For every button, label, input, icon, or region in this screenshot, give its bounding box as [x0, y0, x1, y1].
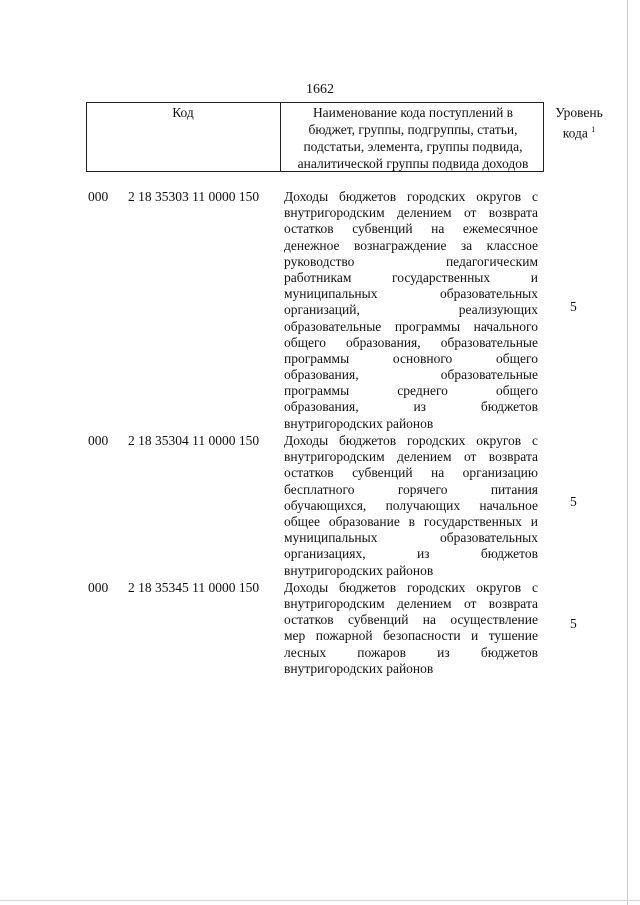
- header-level-label: Уровень: [555, 105, 603, 120]
- description-line: общего образования, образовательные: [284, 334, 538, 350]
- description-line: внутригородских районов: [284, 562, 434, 578]
- income-description: [284, 580, 538, 677]
- description-line: бесплатного горячего питания: [284, 481, 538, 497]
- admin-code: 000: [88, 189, 109, 204]
- income-description: [284, 433, 538, 579]
- description-line: внутригородским делением от возврата: [284, 595, 538, 611]
- income-description: [284, 189, 538, 432]
- description-line: Доходы бюджетов городских округов с: [284, 189, 538, 204]
- admin-code: 000: [88, 433, 109, 448]
- description-line: внутригородским делением от возврата: [284, 449, 538, 465]
- header-name-line: аналитической группы подвида доходов: [297, 156, 529, 171]
- description-line: образовательные программы начального: [284, 318, 538, 334]
- header-divider: [280, 102, 281, 172]
- header-name-line: подстатьи, элемента, группы подвида,: [303, 139, 523, 154]
- description-line: внутригородских районов: [284, 660, 434, 676]
- page-edge-bottom: [0, 900, 640, 901]
- description-line: внутригородских районов: [284, 415, 434, 431]
- income-code: 2 18 35304 11 0000 150: [128, 433, 260, 448]
- header-top-border: [86, 102, 544, 103]
- income-code: 2 18 35345 11 0000 150: [128, 579, 260, 595]
- level-value: 5: [570, 298, 577, 314]
- admin-code: 000: [88, 579, 109, 595]
- description-line: общее образование в государственных и: [284, 513, 538, 529]
- level-value: 5: [570, 616, 577, 632]
- description-line: остатков субвенций на осуществление: [284, 612, 538, 628]
- footnote-mark: 1: [591, 125, 596, 134]
- description-line: образования, из бюджетов: [284, 399, 538, 415]
- description-line: работникам государственных и: [284, 269, 538, 285]
- description-line: обучающихся, получающих начальное: [284, 497, 538, 513]
- description-line: остатков субвенций на ежемесячное: [284, 221, 538, 237]
- table-header: [86, 102, 603, 172]
- description-line: Доходы бюджетов городских округов с: [284, 579, 538, 595]
- description-line: программы среднего общего: [284, 383, 538, 399]
- description-line: образования, образовательные: [284, 367, 538, 383]
- description-line: муниципальных образовательных: [284, 530, 538, 546]
- description-line: мер пожарной безопасности и тушение: [284, 628, 538, 644]
- header-level: [544, 104, 614, 142]
- level-value: 5: [570, 493, 577, 509]
- income-code: 2 18 35303 11 0000 150: [128, 189, 260, 204]
- description-line: остатков субвенций на организацию: [284, 465, 538, 481]
- description-line: денежное вознаграждение за классное: [284, 237, 538, 253]
- description-line: программы основного общего: [284, 350, 538, 366]
- header-name-line: бюджет, группы, подгруппы, статьи,: [308, 122, 518, 137]
- description-line: внутригородским делением от возврата: [284, 205, 538, 221]
- page-edge: [627, 0, 628, 905]
- description-line: лесных пожаров из бюджетов: [284, 644, 538, 660]
- header-name: [282, 104, 544, 172]
- description-line: муниципальных образовательных: [284, 286, 538, 302]
- page-number: 1662: [306, 82, 334, 97]
- header-name-line: Наименование кода поступлений в: [312, 105, 514, 120]
- header-level-label: кода: [562, 125, 588, 141]
- description-line: организаций, реализующих: [284, 302, 538, 318]
- description-line: руководство педагогическим: [284, 253, 538, 269]
- header-code: [86, 104, 280, 121]
- description-line: Доходы бюджетов городских округов с: [284, 433, 538, 448]
- header-code-label: Код: [172, 105, 194, 120]
- description-line: организациях, из бюджетов: [284, 546, 538, 562]
